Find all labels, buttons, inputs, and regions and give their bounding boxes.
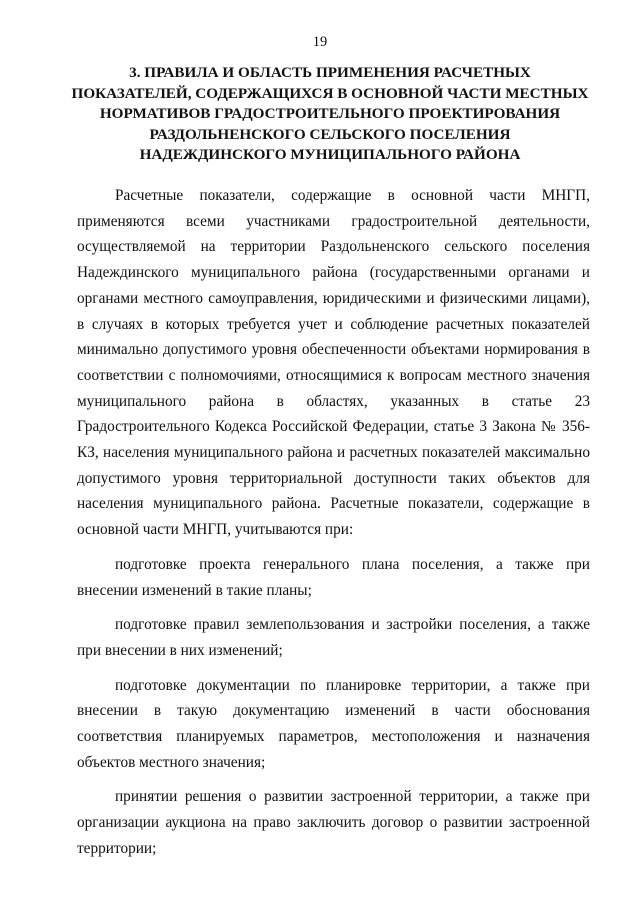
document-body bbox=[77, 183, 590, 862]
heading-line: НАДЕЖДИНСКОГО МУНИЦИПАЛЬНОГО РАЙОНА bbox=[139, 146, 521, 163]
list-item: принятии решения о развитии застроенной территории, а также при организации аукциона на право заключить договор о развитии застроенной территории; bbox=[77, 788, 590, 857]
list-item: подготовке проекта генерального плана поселения, а также при внесении изменений в такие планы; bbox=[77, 555, 590, 599]
section-heading bbox=[70, 63, 590, 166]
heading-line: РАЗДОЛЬНЕНСКОГО СЕЛЬСКОГО ПОСЕЛЕНИЯ bbox=[149, 125, 511, 143]
list-item: подготовке документации по планировке территории, а также при внесении в такую документацию изменений в части обоснования соответствия планируемых параметров, местоположения и назначения объектов местного значения; bbox=[77, 676, 590, 771]
heading-line: ПОКАЗАТЕЛЕЙ, СОДЕРЖАЩИХСЯ В ОСНОВНОЙ ЧАСТИ МЕСТНЫХ bbox=[71, 84, 589, 102]
heading-line: 3. ПРАВИЛА И ОБЛАСТЬ ПРИМЕНЕНИЯ РАСЧЕТНЫХ bbox=[129, 64, 531, 81]
page-number: 19 bbox=[312, 34, 328, 50]
list-item: подготовке правил землепользования и застройки поселения, а также при внесении в них изменений; bbox=[77, 616, 590, 659]
heading-line: НОРМАТИВОВ ГРАДОСТРОИТЕЛЬНОГО ПРОЕКТИРОВАНИЯ bbox=[99, 105, 561, 122]
intro-paragraph: Расчетные показатели, содержащие в основной части МНГП, применяются всеми участниками градостроительной деятельности, осуществляемой на территории Раздольненского сельского поселения Надеждинского муниципального района (государственными органами и органами местного самоуправления, юридическими и физическими лицами), в случаях в которых требуется учет и соблюдение расчетных показателей минимально допустимого уровня обеспеченности объектами нормирования в соответствии с полномочиями, относящимися к вопросам местного значения муниципального района в областях, указанных в статье 23 Градостроительного Кодекса Российской Федерации, статье 3 Закона № 356-КЗ, населения муниципального района и расчетных показателей максимально допустимого уровня территориальной доступности таких объектов для населения муниципального района. Расчетные показатели, содержащие в основной части МНГП, учитываются при: bbox=[77, 187, 590, 539]
